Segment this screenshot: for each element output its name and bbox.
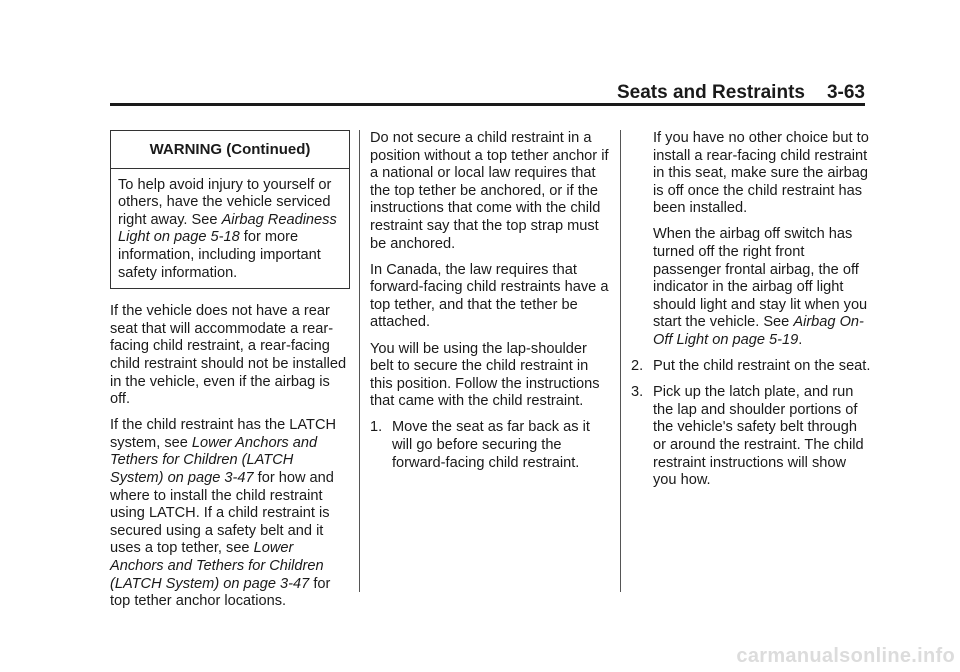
paragraph: If the child restraint has the LATCH system, see Lower Anchors and Tethers for Children (LATCH System) on page 3-47 for how and where to install the child restraint using LATCH. If a child restraint is secured using a safety belt and it uses a top tether, see Lower Anchors and Tethers for Children (LATCH System) on page 3-47 for top tether anchor locations. xyxy=(110,417,337,610)
step-text: Move the seat as far back as it will go before securing the forward-facing child restraint. xyxy=(392,419,590,471)
header-rule xyxy=(110,103,865,106)
column-2 xyxy=(370,130,610,481)
list-item xyxy=(370,419,610,472)
column-divider xyxy=(620,130,621,592)
step-number: 3. xyxy=(631,384,644,401)
cross-reference-link[interactable]: Lower Anchors and Tethers for Children (LATCH System) on page 3-47 xyxy=(110,434,318,486)
cross-reference-link[interactable]: Airbag On-Off Light on page 5-19 xyxy=(653,314,864,349)
paragraph: Do not secure a child restraint in a position without a top tether anchor if a national or local law requires that the top tether be anchored, or if the instructions that come with the child restraint say that the top strap must be anchored. xyxy=(370,130,609,252)
cross-reference-link[interactable]: Airbag Readiness Light on page 5-18 xyxy=(118,211,337,246)
page-number: 3-63 xyxy=(826,82,865,103)
warning-title: WARNING (Continued) xyxy=(111,131,349,169)
column-1 xyxy=(110,130,350,619)
step-number: 2. xyxy=(631,358,644,375)
column-divider xyxy=(359,130,360,592)
column-3 xyxy=(631,130,871,498)
section-title: Seats and Restraints xyxy=(617,82,805,103)
list-item xyxy=(631,358,871,376)
paragraph: If the vehicle does not have a rear seat that will accommodate a rear-facing child restraint, a rear-facing child restraint should not be installed in the vehicle, even if the airbag is off. xyxy=(110,303,347,408)
paragraph: In Canada, the law requires that forward-facing child restraints have a top tether, and that the tether be attached. xyxy=(370,261,609,331)
step-number: 1. xyxy=(370,419,383,436)
paragraph: When the airbag off switch has turned off the right front passenger frontal airbag, the off indicator in the airbag off light should light and stay lit when you start the vehicle. See Airbag On-Off Light on page 5-19. xyxy=(653,226,868,349)
step-text: Pick up the latch plate, and run the lap and shoulder portions of the vehicle's safety belt through or around the restraint. The child restraint instructions will show you how. xyxy=(653,384,864,489)
step-text: Put the child restraint on the seat. xyxy=(653,358,871,375)
cross-reference-link[interactable]: Lower Anchors and Tethers for Children (LATCH System) on page 3-47 xyxy=(110,540,324,592)
warning-box xyxy=(110,130,350,289)
paragraph: You will be using the lap-shoulder belt to secure the child restraint in this position. Follow the instructions that came with the child restraint. xyxy=(370,340,600,410)
paragraph: If you have no other choice but to install a rear-facing child restraint in this seat, make sure the airbag is off once the child restraint has been installed. xyxy=(653,130,869,217)
warning-text: To help avoid injury to yourself or others, have the vehicle serviced right away. See Airbag Readiness Light on page 5-18 for more information, including important safety information. xyxy=(118,176,337,281)
list-item xyxy=(631,384,871,490)
watermark: carmanualsonline.info xyxy=(736,645,955,667)
